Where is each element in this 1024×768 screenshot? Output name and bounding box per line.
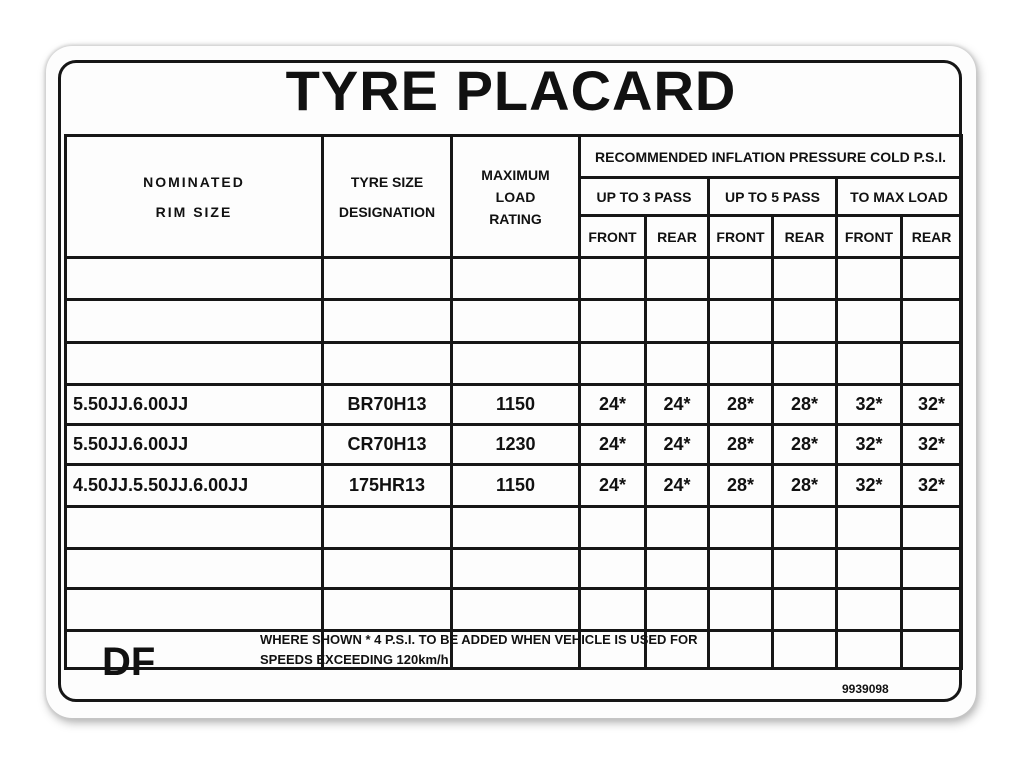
load-rating-cell: 1150 (452, 384, 580, 424)
header-group-3-pass: UP TO 3 PASS (580, 178, 709, 216)
pressure-cell: 28* (773, 464, 837, 506)
pressure-cell: 32* (902, 384, 962, 424)
header-front: FRONT (580, 215, 646, 257)
load-rating-cell: 1230 (452, 424, 580, 464)
header-tyre-line2: DESIGNATION (338, 203, 436, 220)
header-rim-size (66, 136, 323, 258)
part-number: 9939098 (842, 682, 889, 696)
header-rim-line2: RIM SIZE (155, 203, 233, 220)
pressure-cell: 32* (837, 424, 902, 464)
pressure-cell: 28* (773, 384, 837, 424)
table-row (66, 424, 962, 464)
load-rating-cell: 1150 (452, 464, 580, 506)
vehicle-code: DF (102, 640, 156, 684)
header-rim-line1: NOMINATED (143, 173, 245, 190)
header-rear: REAR (773, 215, 837, 257)
empty-row (66, 258, 962, 300)
header-pressure: RECOMMENDED INFLATION PRESSURE COLD P.S.I. (580, 136, 962, 178)
pressure-cell: 28* (709, 384, 773, 424)
pressure-cell: 24* (580, 384, 646, 424)
pressure-cell: 24* (646, 384, 709, 424)
header-tyre-size (323, 136, 452, 258)
table-row (66, 384, 962, 424)
pressure-cell: 24* (580, 464, 646, 506)
header-front: FRONT (709, 215, 773, 257)
header-group-max-load: TO MAX LOAD (837, 178, 962, 216)
header-rear: REAR (902, 215, 962, 257)
pressure-cell: 28* (709, 424, 773, 464)
empty-row (66, 342, 962, 384)
header-load-line2: LOAD (495, 188, 536, 205)
rim-size-cell: 5.50JJ.6.00JJ (66, 384, 323, 424)
pressure-cell: 32* (902, 424, 962, 464)
pressure-cell: 24* (580, 424, 646, 464)
footnote-line1: WHERE SHOWN * 4 P.S.I. TO BE ADDED WHEN VEHICLE IS USED FOR (260, 632, 698, 647)
tyre-size-cell: BR70H13 (323, 384, 452, 424)
tyre-size-cell: 175HR13 (323, 464, 452, 506)
empty-row (66, 300, 962, 342)
header-front: FRONT (837, 215, 902, 257)
header-load-rating (452, 136, 580, 258)
tyre-placard (46, 46, 976, 718)
empty-row (66, 588, 962, 630)
pressure-cell: 24* (646, 464, 709, 506)
placard-title: TYRE PLACARD (285, 59, 737, 122)
pressure-cell: 28* (773, 424, 837, 464)
table-row (66, 464, 962, 506)
footnote-line2: SPEEDS EXCEEDING 120km/h (260, 652, 449, 667)
tyre-table (64, 134, 963, 670)
footnote (260, 630, 820, 670)
header-rear: REAR (646, 215, 709, 257)
rim-size-cell: 4.50JJ.5.50JJ.6.00JJ (66, 464, 323, 506)
empty-row (66, 549, 962, 589)
pressure-cell: 32* (837, 464, 902, 506)
pressure-cell: 24* (646, 424, 709, 464)
header-group-5-pass: UP TO 5 PASS (709, 178, 837, 216)
pressure-cell: 28* (709, 464, 773, 506)
pressure-cell: 32* (902, 464, 962, 506)
pressure-cell: 32* (837, 384, 902, 424)
empty-row (66, 506, 962, 548)
tyre-size-cell: CR70H13 (323, 424, 452, 464)
rim-size-cell: 5.50JJ.6.00JJ (66, 424, 323, 464)
header-load-line3: RATING (489, 210, 542, 227)
header-load-line1: MAXIMUM (481, 166, 550, 183)
header-tyre-line1: TYRE SIZE (350, 173, 424, 190)
